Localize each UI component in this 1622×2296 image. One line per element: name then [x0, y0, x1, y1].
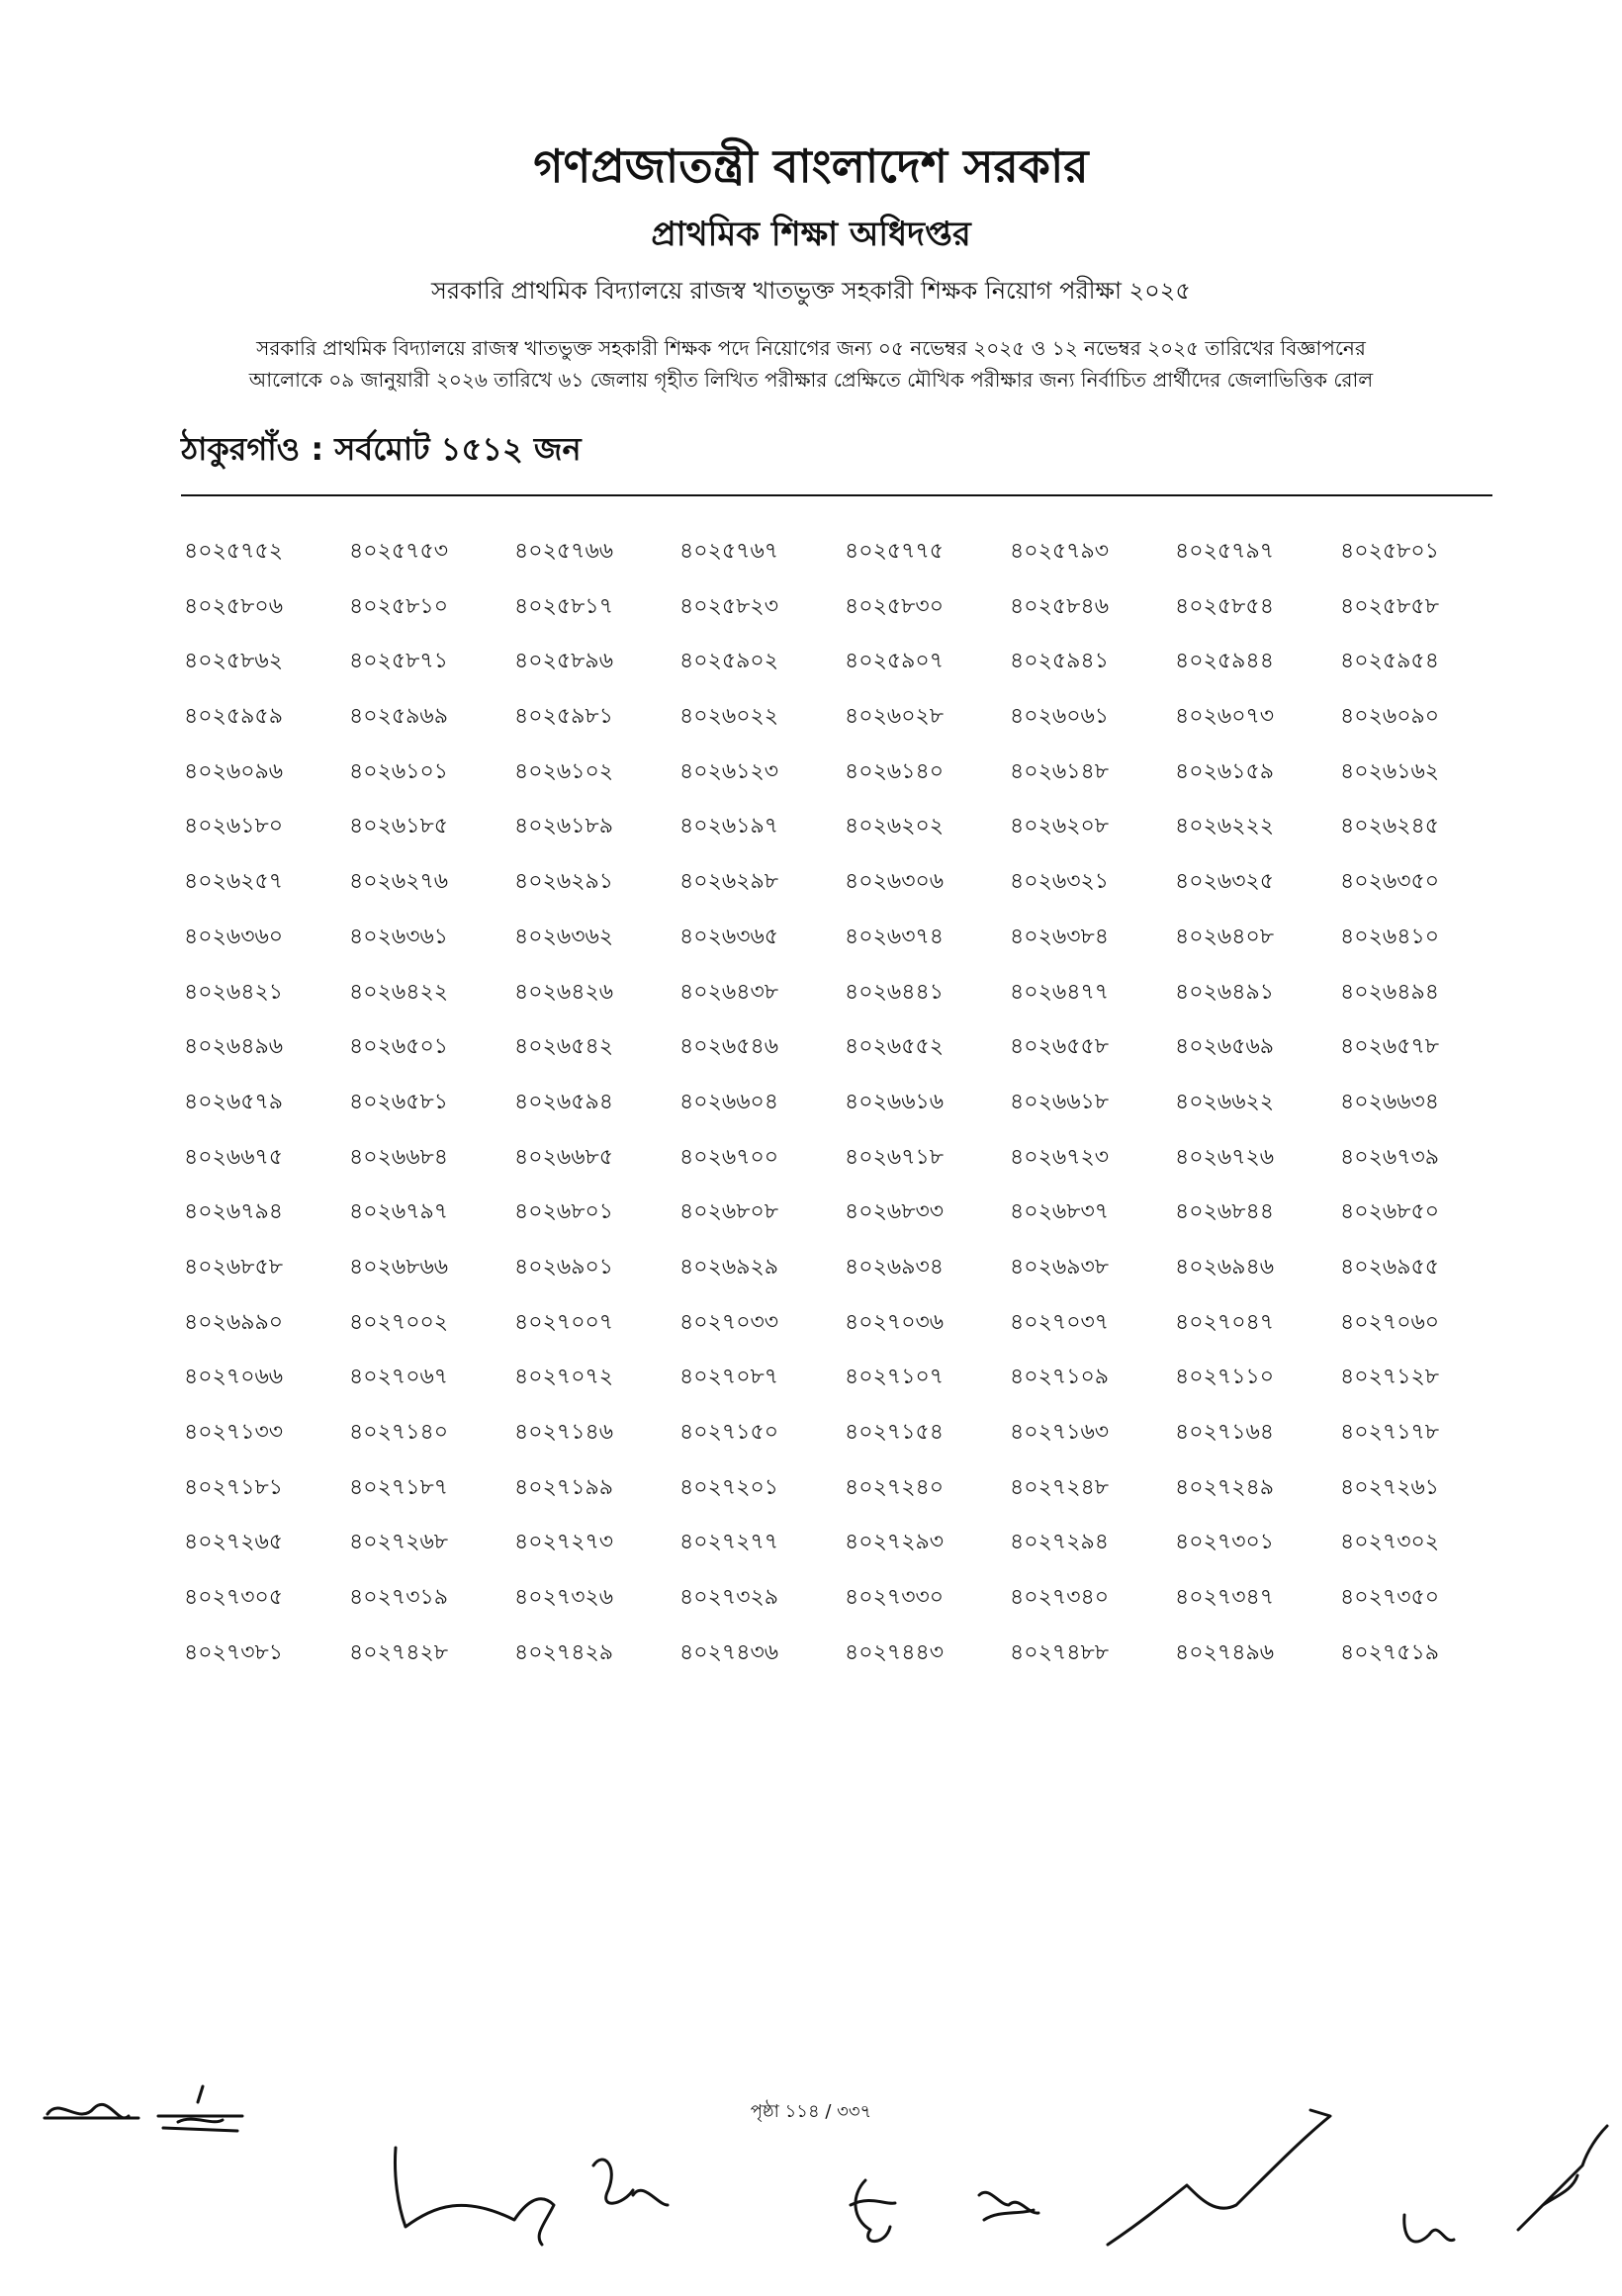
- roll-number: ৪০২৭১৮১: [184, 1474, 284, 1500]
- roll-number: ৪০২৭১৫৪: [845, 1420, 945, 1445]
- roll-number: ৪০২৭০৬৭: [349, 1365, 449, 1390]
- roll-number: ৪০২৫৮১৭: [514, 593, 614, 619]
- roll-number: ৪০২৬৬১৮: [1010, 1089, 1110, 1114]
- roll-number: ৪০২৬০৯০: [1340, 704, 1440, 730]
- roll-number: ৪০২৬১৮০: [184, 814, 284, 839]
- roll-number-grid: [184, 530, 1489, 1686]
- roll-number: ৪০২৫৮১০: [349, 593, 449, 619]
- roll-number: ৪০২৬৭০০: [679, 1144, 779, 1170]
- roll-number: ৪০২৬৯৩৪: [845, 1254, 945, 1280]
- roll-number: ৪০২৫৭৭৫: [845, 539, 945, 564]
- roll-number: ৪০২৫৭৫২: [184, 539, 284, 564]
- roll-number: ৪০২৭৩০২: [1340, 1530, 1440, 1555]
- roll-number: ৪০২৭২৬৮: [349, 1530, 449, 1555]
- roll-number: ৪০২৬১২৩: [679, 758, 779, 784]
- exam-title: সরকারি প্রাথমিক বিদ্যালয়ে রাজস্ব খাতভুক্ত সহকারী শিক্ষক নিয়োগ পরীক্ষা ২০২৫: [431, 277, 1191, 305]
- roll-number: ৪০২৬৪২৬: [514, 979, 614, 1005]
- roll-number: ৪০২৭২০১: [679, 1474, 779, 1500]
- roll-number: ৪০২৬৩২১: [1010, 869, 1110, 895]
- roll-number: ৪০২৫৭৫৩: [349, 539, 449, 564]
- roll-number: ৪০২৭১০৯: [1010, 1365, 1110, 1390]
- signature-8: [1404, 2215, 1454, 2242]
- roll-number: ৪০২৭০৭২: [514, 1365, 614, 1390]
- roll-number: ৪০২৭০৩৬: [845, 1309, 945, 1335]
- roll-number: ৪০২৭৪৩৬: [679, 1639, 779, 1665]
- roll-number: ৪০২৭৪৯৬: [1175, 1639, 1275, 1665]
- roll-number: ৪০২৬১৮৫: [349, 814, 449, 839]
- roll-number: ৪০২৬১৯৭: [679, 814, 779, 839]
- roll-number: ৪০২৭০৩৩: [679, 1309, 779, 1335]
- signature-4: [593, 2160, 668, 2205]
- roll-number: ৪০২৬০৯৬: [184, 758, 284, 784]
- roll-number: ৪০২৭১৩৩: [184, 1420, 284, 1445]
- signature-6: [979, 2192, 1038, 2220]
- roll-number: ৪০২৬৬০৪: [679, 1089, 779, 1114]
- district-heading: ঠাকুরগাঁও : সর্বমোট ১৫১২ জন: [181, 430, 582, 468]
- roll-number: ৪০২৭০০৭: [514, 1309, 614, 1335]
- roll-number: ৪০২৬৫০১: [349, 1034, 449, 1060]
- roll-number: ৪০২৫৭৬৬: [514, 539, 614, 564]
- roll-number: ৪০২৬৭৯৭: [349, 1199, 449, 1225]
- roll-number: ৪০২৬২৪৫: [1340, 814, 1440, 839]
- roll-number: ৪০২৬৩০৬: [845, 869, 945, 895]
- roll-number: ৪০২৭৩৮১: [184, 1639, 284, 1665]
- roll-number: ৪০২৬৫৭৯: [184, 1089, 284, 1114]
- roll-number: ৪০২৬৬১৬: [845, 1089, 945, 1114]
- roll-number: ৪০২৬০৭৩: [1175, 704, 1275, 730]
- roll-number: ৪০২৫৯০৭: [845, 649, 945, 674]
- roll-number: ৪০২৫৯৪১: [1010, 649, 1109, 674]
- roll-number: ৪০২৭৪২৮: [349, 1639, 449, 1665]
- roll-number: ৪০২৬২০২: [845, 814, 945, 839]
- roll-number: ৪০২৭২৪৮: [1010, 1474, 1110, 1500]
- roll-number: ৪০২৬৮০৮: [679, 1199, 779, 1225]
- roll-number: ৪০২৬৪৯৬: [184, 1034, 284, 1060]
- roll-number: ৪০২৬৮০১: [514, 1199, 614, 1225]
- roll-number: ৪০২৬২৯৮: [679, 869, 779, 895]
- roll-number: ৪০২৬৪৭৭: [1010, 979, 1110, 1005]
- roll-number: ৪০২৬৭৩৯: [1340, 1144, 1440, 1170]
- roll-number: ৪০২৫৭৬৭: [679, 539, 779, 564]
- roll-number: ৪০২৬৫৯৪: [514, 1089, 614, 1114]
- roll-number: ৪০২৭৪৮৮: [1010, 1639, 1110, 1665]
- roll-number: ৪০২৬৪০৮: [1175, 924, 1275, 949]
- roll-number: ৪০২৫৭৯৭: [1175, 539, 1275, 564]
- roll-number: ৪০২৬১৪০: [845, 758, 945, 784]
- roll-number: ৪০২৭১৪০: [349, 1420, 449, 1445]
- roll-number: ৪০২৬৩৭৪: [845, 924, 945, 949]
- roll-number: ৪০২৬৩৬১: [349, 924, 449, 949]
- roll-number: ৪০২৬৫৪৬: [679, 1034, 779, 1060]
- roll-number: ৪০২৭৪২৯: [514, 1639, 614, 1665]
- roll-number: ৪০২৭৩০৫: [184, 1585, 284, 1611]
- roll-number: ৪০২৫৮৬২: [184, 649, 284, 674]
- roll-number: ৪০২৭২৯৩: [845, 1530, 945, 1555]
- roll-number: ৪০২৭৩৪০: [1010, 1585, 1110, 1611]
- roll-number: ৪০২৫৮২৩: [679, 593, 779, 619]
- roll-number: ৪০২৬৭২৬: [1175, 1144, 1275, 1170]
- roll-number: ৪০২৭৩৫০: [1340, 1585, 1440, 1611]
- roll-number: ৪০২৬৯৯০: [184, 1309, 284, 1335]
- roll-number: ৪০২৬১০১: [349, 758, 449, 784]
- roll-number: ৪০২৬২৯১: [514, 869, 614, 895]
- roll-number: ৪০২৭৩১৯: [349, 1585, 449, 1611]
- roll-number: ৪০২৬৯০১: [514, 1254, 614, 1280]
- roll-number: ৪০২৬৫৬৯: [1175, 1034, 1275, 1060]
- roll-number: ৪০২৬০২২: [679, 704, 779, 730]
- signature-1: [45, 2104, 138, 2118]
- roll-number: ৪০২৭৪৪৩: [845, 1639, 945, 1665]
- roll-number: ৪০২৭০০২: [349, 1309, 449, 1335]
- roll-number: ৪০২৭১৬৩: [1010, 1420, 1110, 1445]
- roll-number: ৪০২৭২৭৩: [514, 1530, 614, 1555]
- roll-number: ৪০২৫৮৫৪: [1175, 593, 1274, 619]
- roll-number: ৪০২৬২৭৬: [349, 869, 449, 895]
- roll-number: ৪০২৬১০২: [514, 758, 614, 784]
- roll-number: ৪০২৬০৬১: [1010, 704, 1110, 730]
- roll-number: ৪০২৬৩৬০: [184, 924, 284, 949]
- roll-number: ৪০২৭২৪৯: [1175, 1474, 1275, 1500]
- roll-number: ৪০২৬৮৩৩: [845, 1199, 945, 1225]
- roll-number: ৪০২৬৭১৮: [845, 1144, 945, 1170]
- roll-number: ৪০২৬৯৩৮: [1010, 1254, 1110, 1280]
- roll-number: ৪০২৫৮৪৬: [1010, 593, 1110, 619]
- roll-number: ৪০২৬১৫৯: [1175, 758, 1275, 784]
- roll-number: ৪০২৫৮০৬: [184, 593, 284, 619]
- roll-number: ৪০২৬৪৩৮: [679, 979, 779, 1005]
- notice-line-2: আলোকে ০৯ জানুয়ারী ২০২৬ তারিখে ৬১ জেলায় গৃহীত লিখিত পরীক্ষার প্রেক্ষিতে মৌখিক পরীক্ষার জন্য নির্বাচিত প্রার্থীদের জেলাভিত্তিক রোল: [248, 368, 1374, 392]
- roll-number: ৪০২৬২২২: [1175, 814, 1275, 839]
- roll-number: ৪০২৫৮৫৮: [1340, 593, 1439, 619]
- roll-number: ৪০২৭৩৪৭: [1175, 1585, 1275, 1611]
- roll-number: ৪০২৫৯০২: [679, 649, 779, 674]
- roll-number: ৪০২৭১২৮: [1340, 1365, 1440, 1390]
- roll-number: ৪০২৬৩৬২: [514, 924, 614, 949]
- roll-number: ৪০২৬৬৩৪: [1340, 1089, 1440, 1114]
- roll-number: ৪০২৭১৮৭: [349, 1474, 449, 1500]
- divider-line: [181, 494, 1492, 496]
- roll-number: ৪০২৬২৫৭: [184, 869, 284, 895]
- roll-number: ৪০২৭৩৩০: [845, 1585, 945, 1611]
- roll-number: ৪০২৬০২৮: [845, 704, 945, 730]
- roll-number: ৪০২৬৬৮৪: [349, 1144, 449, 1170]
- roll-number: ৪০২৫৯৫৯: [184, 704, 283, 730]
- signatures: [0, 2057, 1622, 2274]
- roll-number: ৪০২৬৪২২: [349, 979, 449, 1005]
- signature-7: [1108, 2110, 1330, 2245]
- roll-number: ৪০২৬৪১০: [1340, 924, 1440, 949]
- roll-number: ৪০২৭০৪৭: [1175, 1309, 1275, 1335]
- roll-number: ৪০২৭৫১৯: [1340, 1639, 1440, 1665]
- roll-number: ৪০২৬৯২৯: [679, 1254, 779, 1280]
- signature-5: [851, 2180, 895, 2242]
- roll-number: ৪০২৫৯৮১: [514, 704, 613, 730]
- roll-number: ৪০২৬৪৯৪: [1340, 979, 1440, 1005]
- roll-number: ৪০২৬৩৫০: [1340, 869, 1440, 895]
- roll-number: ৪০২৭১০৭: [845, 1365, 945, 1390]
- signature-2: [158, 2086, 242, 2131]
- roll-number: ৪০২৫৮৩০: [845, 593, 945, 619]
- roll-number: ৪০২৬৮৫৮: [184, 1254, 284, 1280]
- roll-number: ৪০২৭১৪৬: [514, 1420, 614, 1445]
- roll-number: ৪০২৬৯৫৫: [1340, 1254, 1440, 1280]
- roll-number: ৪০২৭১৭৮: [1340, 1420, 1440, 1445]
- roll-number: ৪০২৬৪৯১: [1175, 979, 1275, 1005]
- roll-number: ৪০২৬৩৬৫: [679, 924, 779, 949]
- roll-number: ৪০২৭২৪০: [845, 1474, 945, 1500]
- roll-number: ৪০২৬৬৮৫: [514, 1144, 614, 1170]
- roll-number: ৪০২৬১৬২: [1340, 758, 1440, 784]
- roll-number: ৪০২৬৫৫৮: [1010, 1034, 1110, 1060]
- roll-number: ৪০২৬৪৪১: [845, 979, 945, 1005]
- page-number: পৃষ্ঠা ১১৪ / ৩৩৭: [750, 2101, 872, 2122]
- roll-number: ৪০২৬৩২৫: [1175, 869, 1275, 895]
- roll-number: ৪০২৬৮৬৬: [349, 1254, 449, 1280]
- roll-number: ৪০২৬৭৯৪: [184, 1199, 284, 1225]
- roll-number: ৪০২৬১৮৯: [514, 814, 614, 839]
- roll-number: ৪০২৭১৯৯: [514, 1474, 614, 1500]
- roll-number: ৪০২৬৪২১: [184, 979, 284, 1005]
- roll-number: ৪০২৬১৪৮: [1010, 758, 1110, 784]
- roll-number: ৪০২৬৩৮৪: [1010, 924, 1110, 949]
- roll-number: ৪০২৬৬২২: [1175, 1089, 1275, 1114]
- notice-line-1: সরকারি প্রাথমিক বিদ্যালয়ে রাজস্ব খাতভুক্ত সহকারী শিক্ষক পদে নিয়োগের জন্য ০৫ নভেম্বর ২০২৫ ও ১২ নভেম্বর ২০২৫ তারিখের বিজ্ঞাপনের: [256, 336, 1366, 360]
- notice-text: [178, 332, 1444, 396]
- roll-number: ৪০২৭২৯৪: [1010, 1530, 1110, 1555]
- roll-number: ৪০২৭৩২৯: [679, 1585, 779, 1611]
- roll-number: ৪০২৫৯৪৪: [1175, 649, 1274, 674]
- roll-number: ৪০২৬৯৪৬: [1175, 1254, 1275, 1280]
- roll-number: ৪০২৭০৩৭: [1010, 1309, 1110, 1335]
- roll-number: ৪০২৭১৬৪: [1175, 1420, 1275, 1445]
- signature-3: [395, 2148, 554, 2245]
- roll-number: ৪০২৭০৮৭: [679, 1365, 779, 1390]
- roll-number: ৪০২৬৭২৩: [1010, 1144, 1110, 1170]
- roll-number: ৪০২৬৫৮১: [349, 1089, 449, 1114]
- roll-number: ৪০২৭০৬৬: [184, 1365, 284, 1390]
- roll-number: ৪০২৬৫৪২: [514, 1034, 614, 1060]
- roll-number: ৪০২৭৩২৬: [514, 1585, 614, 1611]
- roll-number: ৪০২৭২৬১: [1340, 1474, 1440, 1500]
- roll-number: ৪০২৬৬৭৫: [184, 1144, 284, 1170]
- roll-number: ৪০২৫৯৫৪: [1340, 649, 1439, 674]
- roll-number: ৪০২৫৭৯৩: [1010, 539, 1110, 564]
- roll-number: ৪০২৭১৫০: [679, 1420, 779, 1445]
- roll-number: ৪০২৬২০৮: [1010, 814, 1110, 839]
- roll-number: ৪০২৫৮৭১: [349, 649, 449, 674]
- roll-number: ৪০২৬৮৩৭: [1010, 1199, 1110, 1225]
- roll-number: ৪০২৬৫৫২: [845, 1034, 945, 1060]
- roll-number: ৪০২৭২৬৫: [184, 1530, 284, 1555]
- government-title: গণপ্রজাতন্ত্রী বাংলাদেশ সরকার: [533, 139, 1089, 193]
- roll-number: ৪০২৫৯৬৯: [349, 704, 449, 730]
- roll-number: ৪০২৭২৭৭: [679, 1530, 779, 1555]
- roll-number: ৪০২৫৮০১: [1340, 539, 1440, 564]
- roll-number: ৪০২৭০৬০: [1340, 1309, 1440, 1335]
- roll-number: ৪০২৬৫৭৮: [1340, 1034, 1440, 1060]
- roll-number: ৪০২৫৮৯৬: [514, 649, 614, 674]
- signature-9: [1518, 2126, 1607, 2230]
- roll-number: ৪০২৭৩০১: [1175, 1530, 1275, 1555]
- roll-number: ৪০২৬৮৫০: [1340, 1199, 1440, 1225]
- roll-number: ৪০২৬৮৪৪: [1175, 1199, 1275, 1225]
- directorate-title: প্রাথমিক শিক্ষা অধিদপ্তর: [651, 215, 971, 254]
- roll-number: ৪০২৭১১০: [1175, 1365, 1275, 1390]
